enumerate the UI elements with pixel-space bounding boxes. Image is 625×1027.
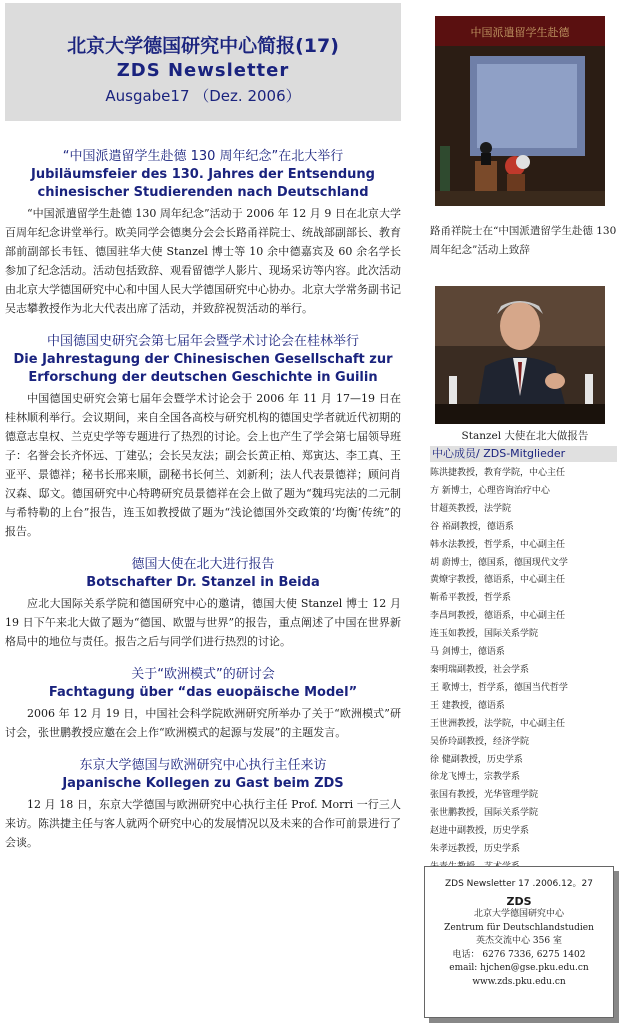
article-title-cn: 中国德国史研究会第七届年会暨学术讨论会在桂林举行 bbox=[46, 334, 359, 349]
member-item: 靳希平教授，哲学系 bbox=[430, 593, 512, 604]
article-title-de: Jubiläumsfeier des 130. Jahres der Entsendung chinesischer Studierenden nach Deutschland bbox=[31, 167, 375, 200]
member-item: 王 建教授，德语系 bbox=[430, 700, 505, 711]
member-item: 连玉如教授，国际关系学院 bbox=[430, 629, 539, 640]
photo2-caption: Stanzel 大使在北大做报告 bbox=[461, 430, 589, 442]
article-title-cn: 东京大学德国与欧洲研究中心执行主任来访 bbox=[79, 758, 327, 773]
photo1-caption: 路甬祥院士在“中国派遣留学生赴德 130 周年纪念”活动上致辞 bbox=[430, 225, 617, 256]
zds-label: ZDS bbox=[506, 895, 532, 908]
article-title-cn: 德国大使在北大进行报告 bbox=[131, 557, 275, 572]
newsletter-title-en: ZDS Newsletter bbox=[116, 60, 290, 81]
member-item: 韩水法教授，哲学系，中心副主任 bbox=[430, 539, 566, 550]
issue-date: ZDS Newsletter 17 .2006.12。27 bbox=[444, 879, 594, 889]
members-heading: 中心成员/ ZDS-Mitglieder bbox=[430, 446, 617, 462]
member-item: 秦明瑞副教授，社会学系 bbox=[430, 664, 530, 675]
article-title-cn: “中国派遣留学生赴德 130 周年纪念”在北大举行 bbox=[62, 149, 344, 164]
newsletter-title-cn: 北京大学德国研究中心简报(17) bbox=[67, 35, 339, 57]
article-title-de: Botschafter Dr. Stanzel in Beida bbox=[86, 575, 320, 590]
member-item: 徐 健副教授，历史学系 bbox=[430, 754, 523, 765]
member-item: 谷 裕副教授，德语系 bbox=[430, 521, 514, 532]
article-title-cn: 关于“欧洲模式”的研讨会 bbox=[131, 667, 275, 682]
photo-ambassador bbox=[435, 286, 605, 424]
article bbox=[5, 556, 401, 651]
article-title-de: Japanische Kollegen zu Gast beim ZDS bbox=[62, 776, 344, 791]
article bbox=[5, 333, 401, 541]
photo-ceremony bbox=[435, 16, 605, 206]
article-title-de: Die Jahrestagung der Chinesischen Gesellschaft zur Erforschung der deutschen Geschichte in Guilin bbox=[13, 352, 393, 385]
article bbox=[5, 148, 401, 318]
member-item: 朱孝远教授，历史学系 bbox=[430, 844, 521, 855]
photo1-banner-text: 中国派遣留学生赴德 bbox=[470, 26, 570, 39]
issue-label: Ausgabe17 （Dez. 2006） bbox=[105, 87, 301, 105]
member-item: 李昌珂教授，德语系，中心副主任 bbox=[430, 611, 566, 622]
member-item: 徐龙飞博士，宗教学系 bbox=[430, 772, 521, 783]
member-item: 胡 蔚博士，德国系，德国现代文学 bbox=[430, 557, 568, 568]
member-item: 吴侨玲副教授，经济学院 bbox=[430, 736, 530, 747]
center-name-de: Zentrum für Deutschlandstudien bbox=[444, 922, 594, 933]
contact-box bbox=[424, 866, 614, 1018]
member-item: 甘超英教授，法学院 bbox=[430, 503, 512, 514]
article-title-de: Fachtagung über “das euopäische Model” bbox=[48, 685, 358, 700]
member-item: 赵进中副教授，历史学系 bbox=[430, 826, 530, 837]
article-body: 12 月 18 日，东京大学德国与欧洲研究中心执行主任 Prof. Morri 一行三人来访。陈洪捷主任与客人就两个研究中心的发展情况以及未来的合作可前景进行了会谈。 bbox=[5, 798, 401, 849]
email-link[interactable]: email: hjchen@gse.pku.edu.cn bbox=[449, 963, 589, 973]
address: 英杰交流中心 356 室 bbox=[476, 936, 562, 946]
members-list bbox=[430, 465, 620, 877]
member-item: 王世洲教授，法学院，中心副主任 bbox=[430, 718, 566, 729]
articles-column bbox=[5, 148, 401, 867]
article bbox=[5, 757, 401, 852]
article-body: 应北大国际关系学院和德国研究中心的邀请，德国大使 Stanzel 博士 12 月 19 日下午来北大做了题为“德国、欧盟与世界”的报告，重点阐述了中国在世界新格局中的地位与责任。报告之后与同学们进行热烈的讨论。 bbox=[5, 597, 401, 648]
article-body: 2006 年 12 月 19 日，中国社会科学院欧洲研究所举办了关于“欧洲模式”研讨会，张世鹏教授应邀在会上作“欧洲模式的起源与发展”的主题发言。 bbox=[5, 707, 401, 739]
member-item: 方 新博士，心理咨询治疗中心 bbox=[430, 485, 550, 496]
article-body: “中国派遣留学生赴德 130 周年纪念”活动于 2006 年 12 月 9 日在北京大学百周年纪念讲堂举行。欧美同学会德奥分会会长路甬祥院士、统战部副部长、教育部前副部长韦钰、德国驻华大使 Stanzel 博士等 10 余中德嘉宾及 60 余名学长参加了纪念活动。活动包括致辞、观看留德学人影片、现场采访等内容。此次活动由北京大学德国研究中心和中国人民大学德国研究中心协办。北京大学常务副书记吴志攀教授作为北大代表出席了活动，并致辞祝贺活动的举行。 bbox=[5, 207, 401, 315]
website-link[interactable]: www.zds.pku.edu.cn bbox=[472, 976, 566, 987]
masthead bbox=[5, 3, 401, 121]
member-item: 张国有教授，光华管理学院 bbox=[430, 790, 539, 801]
center-name-cn: 北京大学德国研究中心 bbox=[473, 909, 564, 919]
member-item: 张世鹏教授，国际关系学院 bbox=[430, 808, 539, 819]
member-item: 王 歌博士，哲学系，德国当代哲学 bbox=[430, 682, 568, 693]
phone: 电话： 6276 7336, 6275 1402 bbox=[452, 949, 586, 960]
member-item: 黄燎宇教授，德语系，中心副主任 bbox=[430, 575, 566, 586]
article bbox=[5, 666, 401, 742]
member-item: 马 剑博士，德语系 bbox=[430, 647, 505, 658]
article-body: 中国德国史研究会第七届年会暨学术讨论会于 2006 年 11 月 17—19 日在桂林顺利举行。会议期间，来自全国各高校与研究机构的德国史学者就近代初期的德意志皇权、兰克史学等专题进行了热烈的讨论。会上也产生了学会第七届领导班子：名誉会长齐怀远、丁建弘；会长吴友法；副会长黄正柏、郑寅达、李工真、王亚平、景德祥；秘书长邢来顺，副秘书长何兰、刘新利；法人代表景德祥；顾问肖汉森、邸文。德国研究中心特聘研究员景德祥在会上做了题为“魏玛宪法的二元制与希特勒的上台”报告，连玉如教授做了题为“浅论德国外交政策的‘均衡’传统”的报告。 bbox=[5, 392, 401, 538]
member-item: 陈洪捷教授，教育学院，中心主任 bbox=[430, 468, 566, 478]
